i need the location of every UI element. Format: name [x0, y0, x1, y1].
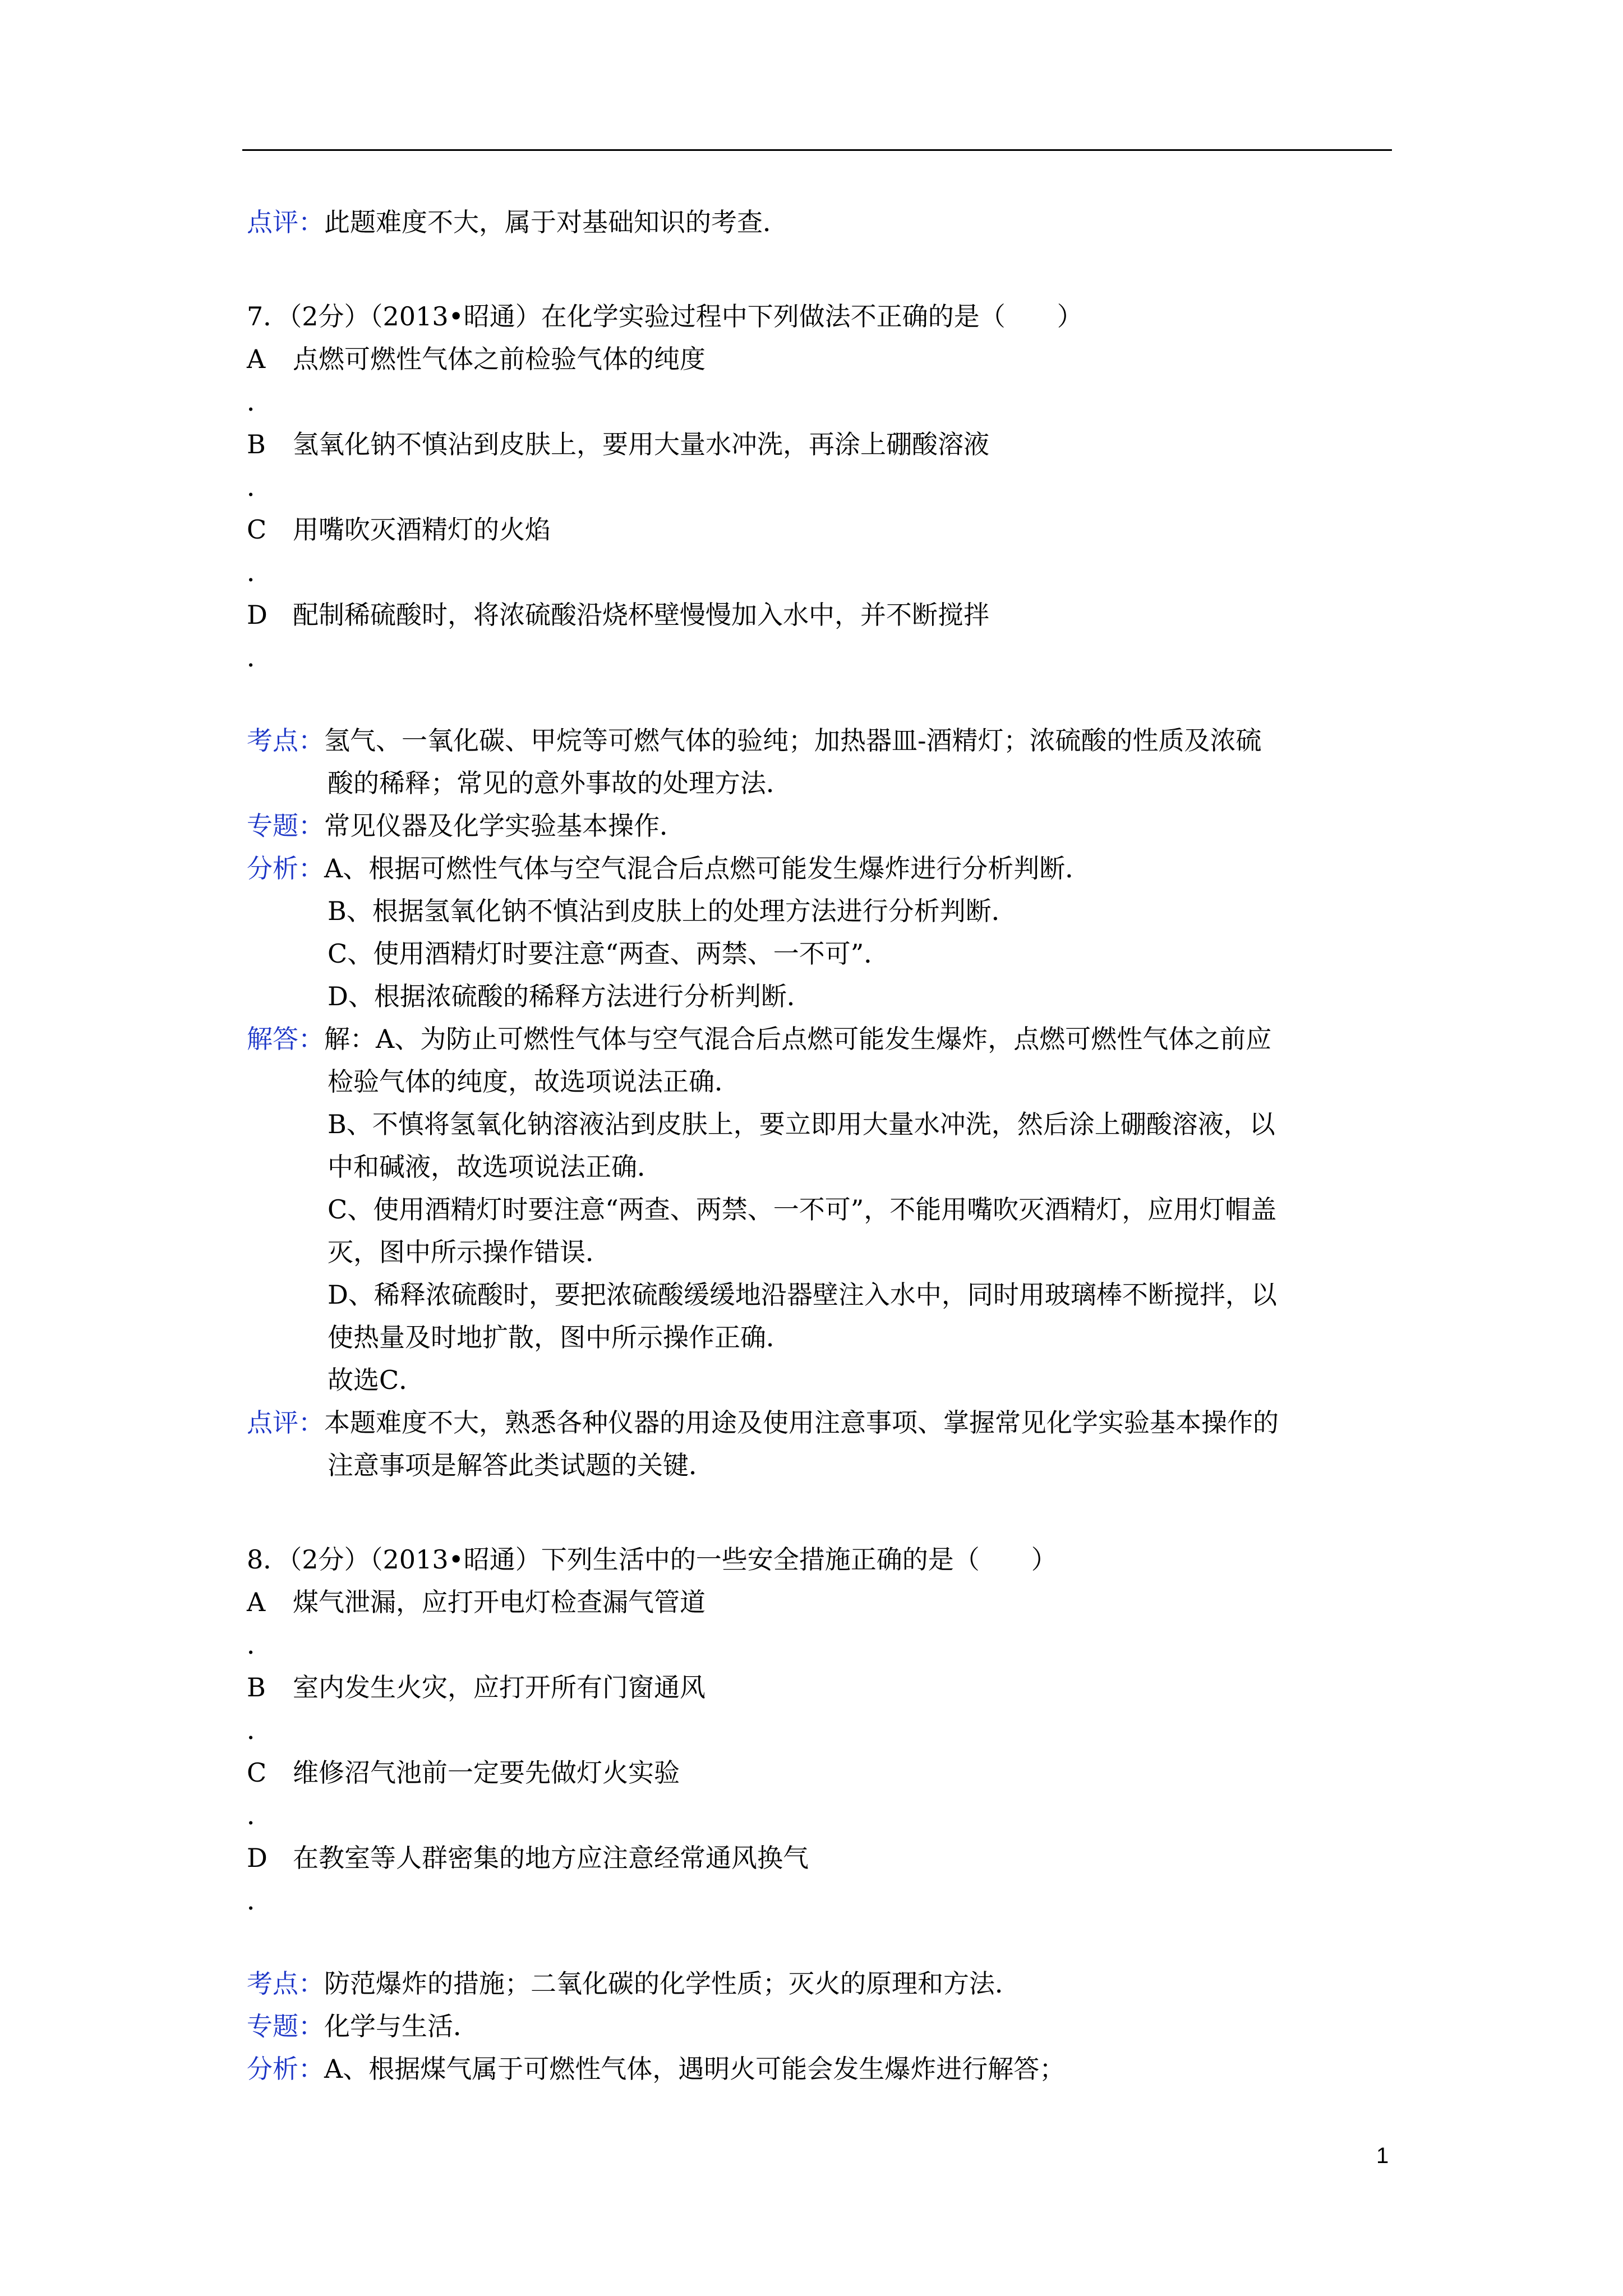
option-text: 室内发生火灾，应打开所有门窗通风	[293, 1672, 706, 1703]
document-body	[247, 201, 1396, 2090]
kaodian-line: 氢气、一氧化碳、甲烷等可燃气体的验纯；加热器皿-酒精灯；浓硫酸的性质及浓硫	[324, 725, 1262, 756]
dianping-row	[247, 1401, 1396, 1444]
option-text: 煤气泄漏，应打开电灯检查漏气管道	[293, 1587, 706, 1617]
option-letter: A	[247, 1587, 266, 1617]
zhuanti-label: 专题：	[247, 2011, 324, 2041]
prev-comment	[247, 201, 1396, 243]
kaodian-line: 酸的稀释；常见的意外事故的处理方法．	[328, 768, 792, 798]
option-dot: ．	[247, 1630, 273, 1660]
option-letter: D	[247, 600, 268, 630]
kaodian-row	[247, 719, 1396, 762]
zhuanti-row	[247, 2005, 1396, 2047]
header-rule	[242, 149, 1392, 151]
question-stem: 8．（2分）（2013•昭通）下列生活中的一些安全措施正确的是（ ）	[247, 1544, 1057, 1575]
jieda-line: C、使用酒精灯时要注意“两查、两禁、一不可”，不能用嘴吹灭酒精灯，应用灯帽盖	[328, 1194, 1277, 1225]
option-b	[247, 1666, 1396, 1709]
option-c	[247, 1751, 1396, 1794]
fenxi-line: C、使用酒精灯时要注意“两查、两禁、一不可”．	[328, 938, 890, 969]
option-c	[247, 508, 1396, 551]
dianping-line: 注意事项是解答此类试题的关键．	[328, 1450, 714, 1480]
kaodian-label: 考点：	[247, 1968, 324, 1999]
page-number: 1	[1376, 2143, 1389, 2168]
jieda-row	[247, 1018, 1396, 1060]
jieda-line: B、不慎将氢氧化钠溶液沾到皮肤上，要立即用大量水冲洗，然后涂上硼酸溶液，以	[328, 1109, 1275, 1139]
jieda-line: D、稀释浓硫酸时，要把浓硫酸缓缓地沿器壁注入水中，同时用玻璃棒不断搅拌，以	[328, 1280, 1277, 1310]
zhuanti-label: 专题：	[247, 811, 324, 841]
option-text: 氢氧化钠不慎沾到皮肤上，要用大量水冲洗，再涂上硼酸溶液	[293, 429, 989, 459]
jieda-line: 使热量及时地扩散，图中所示操作正确．	[328, 1322, 792, 1352]
jieda-line: 中和碱液，故选项说法正确．	[328, 1152, 663, 1182]
option-dot: ．	[247, 557, 273, 587]
zhuanti-row	[247, 804, 1396, 847]
comment-text: 此题难度不大，属于对基础知识的考查．	[324, 207, 789, 237]
option-b	[247, 423, 1396, 466]
fenxi-label: 分析：	[247, 853, 324, 884]
dianping-line: 本题难度不大，熟悉各种仪器的用途及使用注意事项、掌握常见化学实验基本操作的	[324, 1407, 1279, 1438]
option-text: 在教室等人群密集的地方应注意经常通风换气	[293, 1843, 809, 1873]
option-letter: B	[247, 1672, 266, 1703]
fenxi-row	[247, 2047, 1396, 2090]
fenxi-label: 分析：	[247, 2054, 324, 2084]
kaodian-label: 考点：	[247, 725, 324, 756]
option-a	[247, 1581, 1396, 1623]
option-dot: ．	[247, 386, 273, 417]
option-letter: C	[247, 514, 267, 545]
question-8	[247, 1538, 1396, 2090]
zhuanti-text: 化学与生活．	[324, 2011, 479, 2041]
option-text: 点燃可燃性气体之前检验气体的纯度	[293, 344, 706, 374]
jieda-line: 检验气体的纯度，故选项说法正确．	[328, 1066, 740, 1097]
option-letter: C	[247, 1757, 267, 1788]
option-dot: ．	[247, 1885, 273, 1916]
zhuanti-text: 常见仪器及化学实验基本操作．	[324, 811, 685, 841]
fenxi-line: B、根据氢氧化钠不慎沾到皮肤上的处理方法进行分析判断．	[328, 896, 1017, 926]
question-stem: 7．（2分）（2013•昭通）在化学实验过程中下列做法不正确的是（ ）	[247, 301, 1083, 332]
question-7	[247, 295, 1396, 1487]
option-dot: ．	[247, 472, 273, 502]
option-a	[247, 338, 1396, 380]
option-dot: ．	[247, 642, 273, 673]
option-dot: ．	[247, 1715, 273, 1745]
option-letter: A	[247, 344, 266, 374]
fenxi-line: D、根据浓硫酸的稀释方法进行分析判断．	[328, 981, 813, 1011]
kaodian-text: 防范爆炸的措施；二氧化碳的化学性质；灭火的原理和方法．	[324, 1968, 1021, 1999]
option-dot: ．	[247, 1800, 273, 1830]
comment-label: 点评：	[247, 207, 324, 237]
option-d	[247, 593, 1396, 636]
option-text: 配制稀硫酸时，将浓硫酸沿烧杯壁慢慢加入水中，并不断搅拌	[293, 600, 989, 630]
kaodian-row	[247, 1962, 1396, 2005]
dianping-label: 点评：	[247, 1407, 324, 1438]
fenxi-text: A、根据煤气属于可燃性气体，遇明火可能会发生爆炸进行解答；	[324, 2054, 1066, 2084]
option-letter: D	[247, 1843, 268, 1873]
option-text: 用嘴吹灭酒精灯的火焰	[293, 514, 551, 545]
option-text: 维修沼气池前一定要先做灯火实验	[293, 1757, 680, 1788]
fenxi-row	[247, 847, 1396, 890]
option-letter: B	[247, 429, 266, 459]
option-d	[247, 1837, 1396, 1879]
fenxi-line: A、根据可燃性气体与空气混合后点燃可能发生爆炸进行分析判断．	[324, 853, 1091, 884]
jieda-line: 故选C．	[328, 1365, 425, 1395]
jieda-label: 解答：	[247, 1024, 324, 1054]
jieda-line: 灭，图中所示操作错误．	[328, 1237, 611, 1267]
jieda-line: 解：A、为防止可燃性气体与空气混合后点燃可能发生爆炸，点燃可燃性气体之前应	[324, 1024, 1272, 1054]
